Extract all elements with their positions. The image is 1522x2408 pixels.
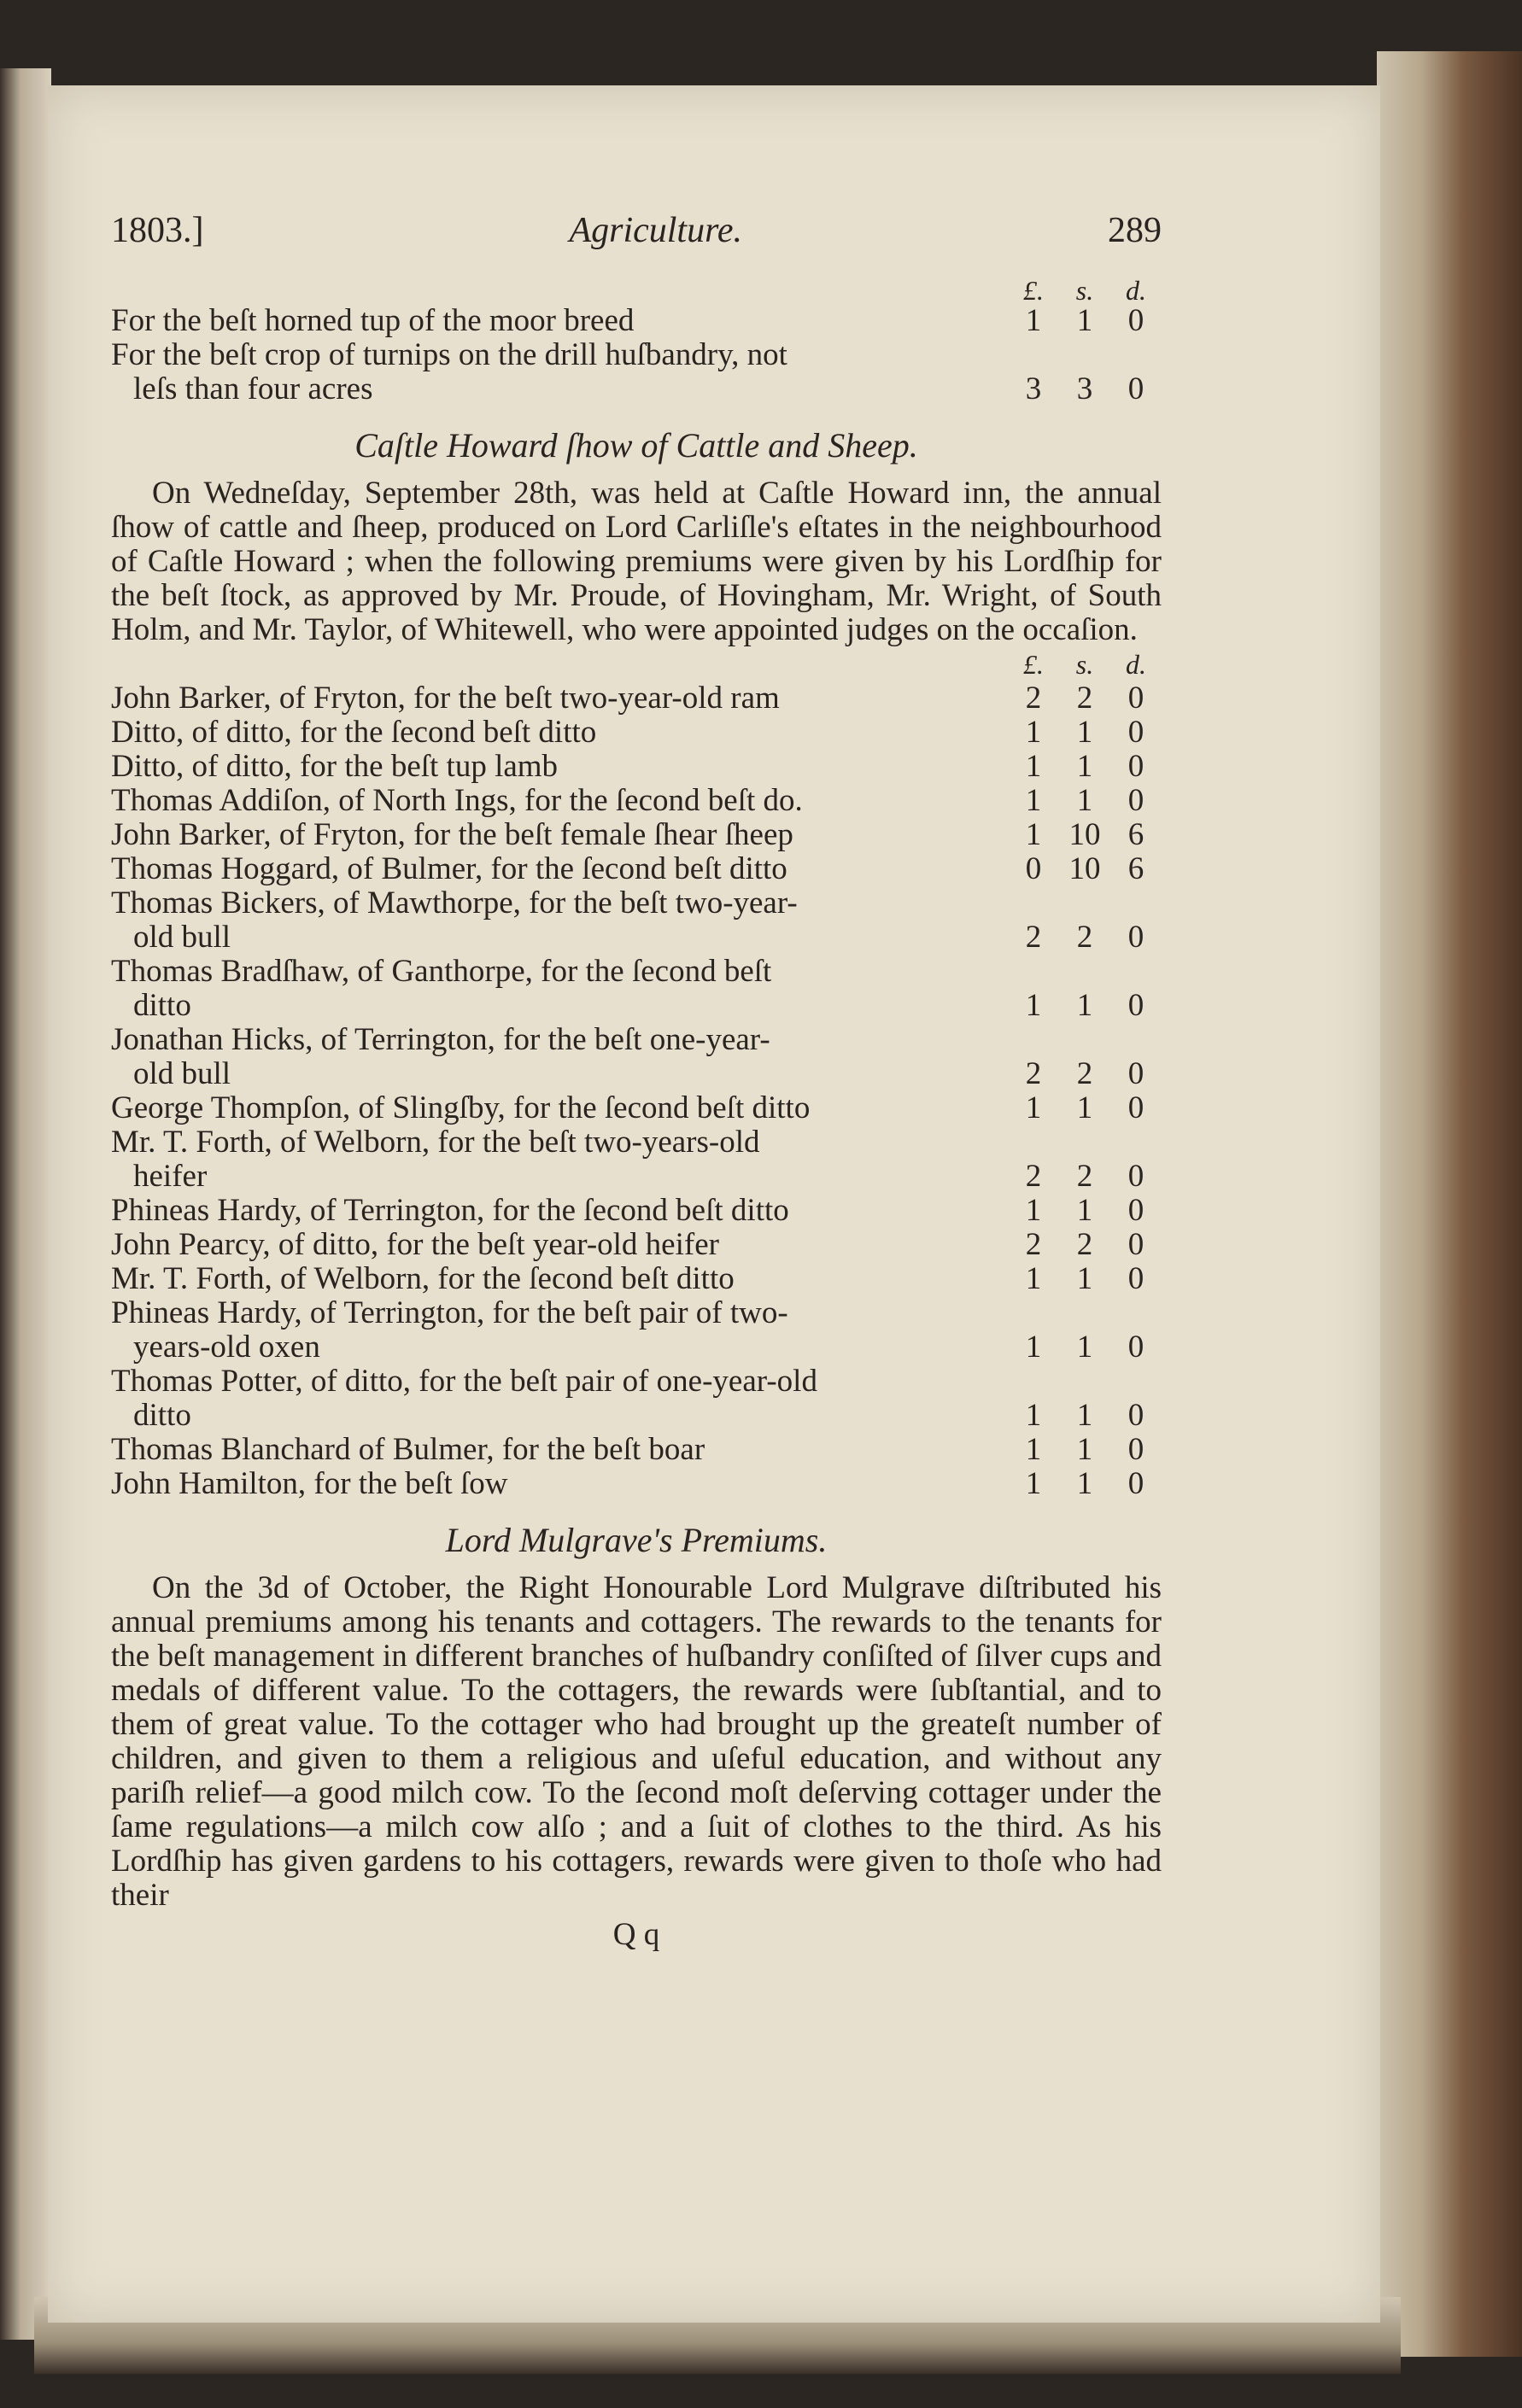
amount-shillings: 1 [1076, 303, 1093, 338]
premium-amount [1008, 750, 1162, 784]
shillings-label: s. [1075, 649, 1094, 680]
amount-pence: 0 [1127, 1432, 1144, 1467]
right-page-edge [1377, 51, 1522, 2357]
section-title-mulgrave: Lord Mulgrave's Premiums. [445, 1521, 828, 1559]
pence-label: d. [1126, 275, 1146, 306]
premium-description [111, 784, 1008, 818]
page-content [111, 213, 1162, 1952]
premium-description [111, 750, 1008, 784]
premium-description [111, 955, 1008, 1023]
shillings-label: s. [1075, 275, 1094, 306]
castle-howard-intro: On Wedneſday, September 28th, was held at Caſtle Howard inn, the annual ſhow of cattle and ſheep, produced on Lord Carliſle's eſtates in the neighbourhood of Caſtle Howard ; when the following premiums were given by his Lordſhip for the beſt ſtock, as approved by Mr. Proude, of Hovingham, Mr. Wright, of South Holm, and Mr. Taylor, of Whitewell, who were appointed judges on the occaſion. [111, 476, 1162, 647]
pounds-label: £. [1023, 649, 1044, 680]
amount-shillings: 1 [1076, 1330, 1093, 1365]
premium-text: Thomas Hoggard, of Bulmer, for the ſecond beſt ditto [111, 851, 787, 886]
amount-pounds: 2 [1025, 681, 1042, 716]
premium-text: George Thompſon, of Slingſby, for the ſecond beſt ditto [111, 1090, 811, 1125]
amount-pounds: 3 [1025, 371, 1042, 406]
amount-pence: 0 [1127, 371, 1144, 406]
amount-pounds: 1 [1025, 1330, 1042, 1365]
section-title-castle-howard: Caſtle Howard ſhow of Cattle and Sheep. [354, 426, 918, 465]
premium-text: Ditto, of ditto, for the beſt tup lamb [111, 749, 559, 784]
premium-description [111, 716, 1008, 750]
amount-pence: 0 [1127, 1193, 1144, 1228]
premium-amount [1008, 1194, 1162, 1228]
premium-description [111, 304, 1008, 338]
premium-text-continuation: old bull [133, 1056, 231, 1091]
premium-row [111, 886, 1162, 955]
premium-amount [1008, 1262, 1162, 1296]
premium-text: Mr. T. Forth, of Welborn, for the beſt two-years-old [111, 1125, 760, 1160]
running-header [111, 213, 1162, 248]
amount-pence: 0 [1127, 1398, 1144, 1433]
premium-description [111, 1194, 1008, 1228]
amount-pence: 0 [1127, 920, 1144, 955]
premium-text: Mr. T. Forth, of Welborn, for the ſecond beſt ditto [111, 1261, 735, 1296]
premium-text: For the beſt horned tup of the moor breed [111, 303, 635, 338]
amount-shillings: 2 [1076, 920, 1093, 955]
amount-pounds: 1 [1025, 817, 1042, 852]
amount-shillings: 1 [1076, 1398, 1093, 1433]
amount-shillings: 1 [1076, 783, 1093, 818]
premium-text-continuation: years-old oxen [133, 1330, 320, 1365]
amount-shillings: 1 [1076, 1432, 1093, 1467]
premium-text: Thomas Bradſhaw, of Ganthorpe, for the ſecond beſt [111, 954, 772, 989]
premium-amount [1008, 1228, 1162, 1262]
premium-description [111, 1228, 1008, 1262]
premium-text: Jonathan Hicks, of Terrington, for the beſt one-year- [111, 1022, 770, 1057]
premium-row [111, 818, 1162, 852]
premium-row [111, 750, 1162, 784]
premium-description [111, 1296, 1008, 1365]
premium-amount [1008, 1330, 1162, 1365]
premium-description [111, 1467, 1008, 1501]
amount-pence: 0 [1127, 1159, 1144, 1194]
premium-row [111, 1023, 1162, 1091]
header-title: Agriculture. [569, 211, 743, 250]
amount-pence: 0 [1127, 1261, 1144, 1296]
premium-text: For the beſt crop of turnips on the drill huſbandry, not [111, 337, 787, 372]
pounds-label: £. [1023, 275, 1044, 306]
amount-pounds: 2 [1025, 1227, 1042, 1262]
premium-amount [1008, 1467, 1162, 1501]
amount-pounds: 1 [1025, 303, 1042, 338]
premium-amount [1008, 1399, 1162, 1433]
currency-header [111, 273, 1162, 304]
amount-pence: 6 [1127, 817, 1144, 852]
premium-text-continuation: ditto [133, 988, 191, 1023]
premium-amount [1008, 852, 1162, 886]
amount-pounds: 1 [1025, 1090, 1042, 1125]
premium-amount [1008, 1091, 1162, 1125]
premium-amount [1008, 784, 1162, 818]
amount-pence: 0 [1127, 681, 1144, 716]
premium-row [111, 1262, 1162, 1296]
amount-pounds: 0 [1025, 851, 1042, 886]
amount-pence: 0 [1127, 783, 1144, 818]
amount-shillings: 1 [1076, 1090, 1093, 1125]
premium-description [111, 681, 1008, 716]
premium-description [111, 852, 1008, 886]
premium-description [111, 1365, 1008, 1433]
premium-description [111, 1433, 1008, 1467]
amount-shillings: 1 [1076, 1261, 1093, 1296]
premium-row [111, 681, 1162, 716]
premium-row [111, 955, 1162, 1023]
left-page-edge [0, 68, 51, 2340]
amount-pounds: 1 [1025, 715, 1042, 750]
premium-amount [1008, 818, 1162, 852]
amount-pence: 0 [1127, 1330, 1144, 1365]
amount-shillings: 10 [1068, 851, 1101, 886]
premium-text: Thomas Addiſon, of North Ings, for the ſecond beſt do. [111, 783, 803, 818]
premium-description [111, 1125, 1008, 1194]
premium-text: Thomas Bickers, of Mawthorpe, for the beſt two-year- [111, 885, 798, 921]
amount-pence: 6 [1127, 851, 1144, 886]
premium-description [111, 338, 1008, 406]
header-year: 1803.] [111, 211, 204, 250]
premium-row [111, 304, 1162, 338]
premium-amount [1008, 1160, 1162, 1194]
amount-pounds: 1 [1025, 1432, 1042, 1467]
amount-shillings: 1 [1076, 715, 1093, 750]
amount-shillings: 2 [1076, 681, 1093, 716]
amount-pounds: 1 [1025, 1398, 1042, 1433]
top-premium-list [111, 304, 1162, 406]
amount-pence: 0 [1127, 1090, 1144, 1125]
amount-pounds: 1 [1025, 749, 1042, 784]
premium-row [111, 784, 1162, 818]
premium-amount [1008, 372, 1162, 406]
premium-text-continuation: ditto [133, 1398, 191, 1433]
premium-text-continuation: heifer [133, 1159, 208, 1194]
premium-row [111, 716, 1162, 750]
amount-shillings: 1 [1076, 1466, 1093, 1501]
premium-description [111, 1023, 1008, 1091]
premium-description [111, 886, 1008, 955]
premium-row [111, 1296, 1162, 1365]
premium-row [111, 1091, 1162, 1125]
premium-text: Thomas Blanchard of Bulmer, for the beſt boar [111, 1432, 705, 1467]
page-number: 289 [1107, 211, 1162, 250]
premium-text: John Hamilton, for the beſt ſow [111, 1466, 508, 1501]
premium-row [111, 1228, 1162, 1262]
amount-pounds: 1 [1025, 988, 1042, 1023]
amount-pounds: 1 [1025, 1261, 1042, 1296]
premium-row [111, 1365, 1162, 1433]
premium-row [111, 338, 1162, 406]
amount-pence: 0 [1127, 1056, 1144, 1091]
amount-pence: 0 [1127, 988, 1144, 1023]
premium-amount [1008, 304, 1162, 338]
premium-text: Phineas Hardy, of Terrington, for the ſecond beſt ditto [111, 1193, 789, 1228]
amount-shillings: 1 [1076, 1193, 1093, 1228]
premium-text: John Pearcy, of ditto, for the beſt year-old heifer [111, 1227, 719, 1262]
premium-text: John Barker, of Fryton, for the beſt female ſhear ſheep [111, 817, 793, 852]
amount-pence: 0 [1127, 749, 1144, 784]
amount-shillings: 2 [1076, 1056, 1093, 1091]
pence-label: d. [1126, 649, 1146, 680]
signature-mark: Q q [612, 1917, 660, 1952]
amount-pounds: 1 [1025, 1193, 1042, 1228]
premium-text: Ditto, of ditto, for the ſecond beſt ditto [111, 715, 597, 750]
premium-amount [1008, 989, 1162, 1023]
amount-pence: 0 [1127, 1227, 1144, 1262]
premium-text-continuation: leſs than four acres [133, 371, 373, 406]
premium-description [111, 818, 1008, 852]
premium-text: John Barker, of Fryton, for the beſt two-year-old ram [111, 681, 780, 716]
amount-shillings: 1 [1076, 749, 1093, 784]
premium-text: Phineas Hardy, of Terrington, for the beſt pair of two- [111, 1295, 788, 1330]
amount-shillings: 2 [1076, 1159, 1093, 1194]
amount-shillings: 1 [1076, 988, 1093, 1023]
premium-row [111, 1194, 1162, 1228]
premium-amount [1008, 716, 1162, 750]
amount-pounds: 1 [1025, 783, 1042, 818]
amount-pounds: 2 [1025, 1056, 1042, 1091]
currency-header [111, 647, 1162, 678]
mulgrave-body: On the 3d of October, the Right Honourable Lord Mulgrave diſtributed his annual premiums among his tenants and cottagers. The rewards to the tenants for the beſt management in different branches of huſbandry conſiſted of ſilver cups and medals of different value. To the cottagers, the rewards were ſubſtantial, and to them of great value. To the cottager who had brought up the greateſt number of children, and given to them a religious and uſeful education, and without any pariſh relief—a good milch cow. To the ſecond moſt deſerving cottager under the ſame regulations—a milch cow alſo ; and a ſuit of clothes to the third. As his Lordſhip has given gardens to his cottagers, rewards were given to thoſe who had their [111, 1570, 1162, 1913]
premium-description [111, 1262, 1008, 1296]
premium-description [111, 1091, 1008, 1125]
premium-row [111, 1433, 1162, 1467]
premium-row [111, 1125, 1162, 1194]
premium-amount [1008, 921, 1162, 955]
amount-pounds: 2 [1025, 1159, 1042, 1194]
premium-row [111, 1467, 1162, 1501]
premium-row [111, 852, 1162, 886]
premium-text: Thomas Potter, of ditto, for the beſt pair of one-year-old [111, 1364, 817, 1399]
premium-amount [1008, 1433, 1162, 1467]
amount-shillings: 2 [1076, 1227, 1093, 1262]
amount-shillings: 3 [1076, 371, 1093, 406]
premium-text-continuation: old bull [133, 920, 231, 955]
amount-shillings: 10 [1068, 817, 1101, 852]
premium-entries [111, 681, 1162, 1501]
amount-pence: 0 [1127, 715, 1144, 750]
amount-pence: 0 [1127, 1466, 1144, 1501]
premium-amount [1008, 681, 1162, 716]
amount-pounds: 1 [1025, 1466, 1042, 1501]
premium-amount [1008, 1057, 1162, 1091]
amount-pence: 0 [1127, 303, 1144, 338]
amount-pounds: 2 [1025, 920, 1042, 955]
